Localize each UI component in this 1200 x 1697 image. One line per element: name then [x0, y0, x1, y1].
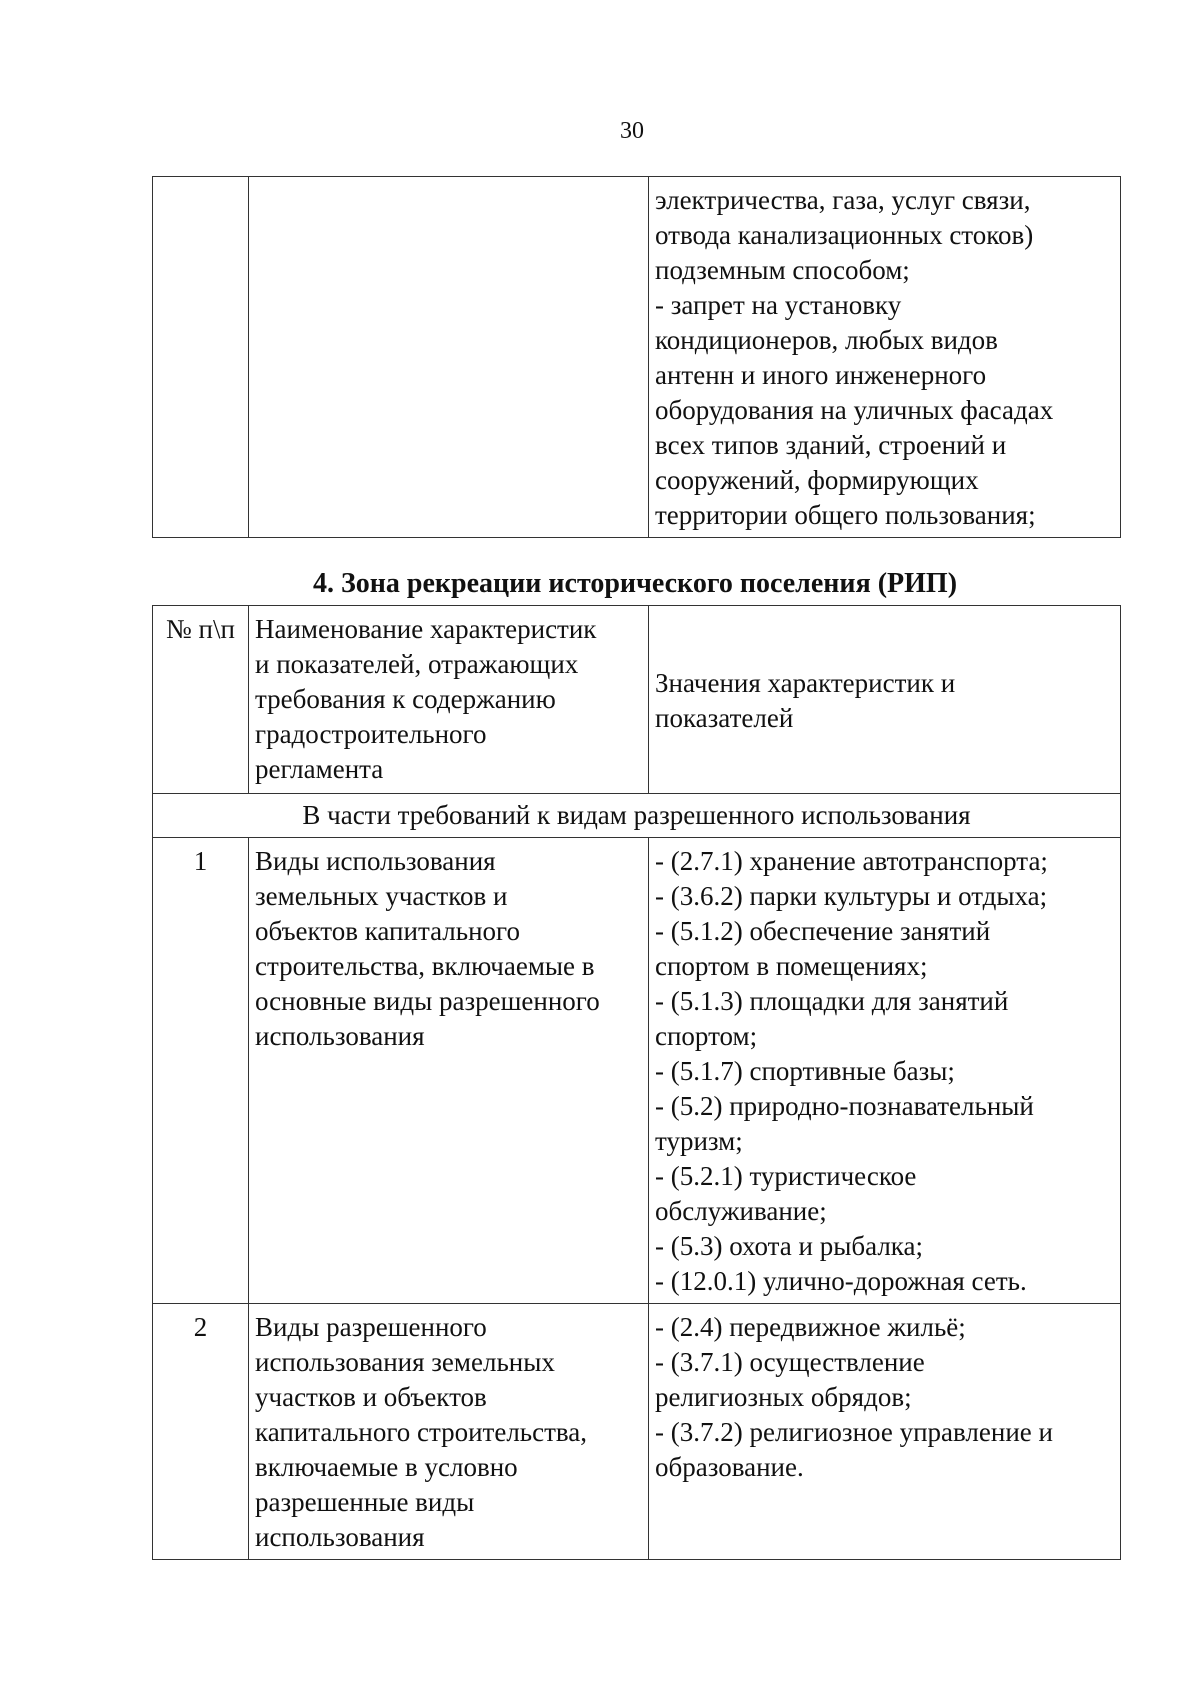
- continuation-cell-value: [649, 177, 1121, 538]
- cell-text-line: строительства, включаемые в: [255, 951, 595, 981]
- table-row: [153, 838, 1121, 1304]
- table-row: [153, 177, 1121, 538]
- cell-text-line: объектов капитального: [255, 916, 520, 946]
- cell-text-line: земельных участков и: [255, 881, 508, 911]
- cell-text-line: - (2.4) передвижное жильё;: [655, 1312, 966, 1342]
- header-number: № п\п: [153, 606, 249, 794]
- continuation-cell-number: [153, 177, 249, 538]
- cell-text-line: - (3.6.2) парки культуры и отдыха;: [655, 881, 1048, 911]
- cell-text-line: религиозных обрядов;: [655, 1382, 912, 1412]
- cell-text-line: использования земельных: [255, 1347, 555, 1377]
- continuation-cell-name: [249, 177, 649, 538]
- cell-text-line: сооружений, формирующих: [655, 465, 979, 495]
- cell-text-line: образование.: [655, 1452, 804, 1482]
- cell-text-line: территории общего пользования;: [655, 500, 1036, 530]
- cell-text-line: использования: [255, 1522, 425, 1552]
- continuation-table: [152, 176, 1121, 538]
- cell-text-line: подземным способом;: [655, 255, 910, 285]
- cell-text-line: - (3.7.2) религиозное управление и: [655, 1417, 1053, 1447]
- table-subheader-row: [153, 794, 1121, 838]
- header-text-line: градостроительного: [255, 719, 487, 749]
- cell-text-line: основные виды разрешенного: [255, 986, 600, 1016]
- table-header-row: [153, 606, 1121, 794]
- zone-table: [152, 605, 1121, 1560]
- header-text-line: Наименование характеристик: [255, 614, 597, 644]
- cell-text-line: - (2.7.1) хранение автотранспорта;: [655, 846, 1048, 876]
- cell-text-line: электричества, газа, услуг связи,: [655, 185, 1031, 215]
- cell-text-line: - (5.3) охота и рыбалка;: [655, 1231, 923, 1261]
- section-title: 4. Зона рекреации исторического поселения (РИП): [312, 568, 958, 599]
- header-text-line: Значения характеристик и: [655, 667, 956, 698]
- table-row: [153, 1304, 1121, 1560]
- header-text-line: регламента: [255, 754, 384, 784]
- cell-text-line: - (5.2) природно-познавательный: [655, 1091, 1034, 1121]
- row-value: [649, 838, 1121, 1304]
- cell-text-line: оборудования на уличных фасадах: [655, 395, 1054, 425]
- cell-text-line: разрешенные виды: [255, 1487, 475, 1517]
- cell-text-line: - (5.2.1) туристическое: [655, 1161, 917, 1191]
- cell-text-line: спортом;: [655, 1021, 758, 1051]
- cell-text-line: участков и объектов: [255, 1382, 487, 1412]
- header-text-line: и показателей, отражающих: [255, 649, 579, 679]
- cell-text-line: - запрет на установку: [655, 290, 902, 320]
- cell-text-line: - (5.1.2) обеспечение занятий: [655, 916, 991, 946]
- row-value: [649, 1304, 1121, 1560]
- header-text-line: требования к содержанию: [255, 684, 556, 714]
- row-number: 1: [153, 838, 249, 1304]
- cell-text-line: всех типов зданий, строений и: [655, 430, 1007, 460]
- page-number: 30: [620, 118, 644, 144]
- cell-text-line: - (12.0.1) улично-дорожная сеть.: [655, 1266, 1027, 1296]
- cell-text-line: туризм;: [655, 1126, 743, 1156]
- cell-text-line: - (3.7.1) осуществление: [655, 1347, 925, 1377]
- cell-text-line: кондиционеров, любых видов: [655, 325, 998, 355]
- header-value: [649, 606, 1121, 794]
- header-text-line: показателей: [655, 702, 794, 733]
- cell-text-line: Виды использования: [255, 846, 496, 876]
- cell-text-line: капитального строительства,: [255, 1417, 588, 1447]
- cell-text-line: спортом в помещениях;: [655, 951, 928, 981]
- cell-text-line: обслуживание;: [655, 1196, 827, 1226]
- row-name: [249, 1304, 649, 1560]
- row-name: [249, 838, 649, 1304]
- subheader-cell: В части требований к видам разрешенного использования: [153, 794, 1121, 838]
- cell-text-line: включаемые в условно: [255, 1452, 518, 1482]
- cell-text-line: Виды разрешенного: [255, 1312, 487, 1342]
- cell-text-line: отвода канализационных стоков): [655, 220, 1034, 250]
- row-number: 2: [153, 1304, 249, 1560]
- cell-text-line: - (5.1.3) площадки для занятий: [655, 986, 1009, 1016]
- cell-text-line: - (5.1.7) спортивные базы;: [655, 1056, 955, 1086]
- header-name: [249, 606, 649, 794]
- cell-text-line: использования: [255, 1021, 425, 1051]
- cell-text-line: антенн и иного инженерного: [655, 360, 987, 390]
